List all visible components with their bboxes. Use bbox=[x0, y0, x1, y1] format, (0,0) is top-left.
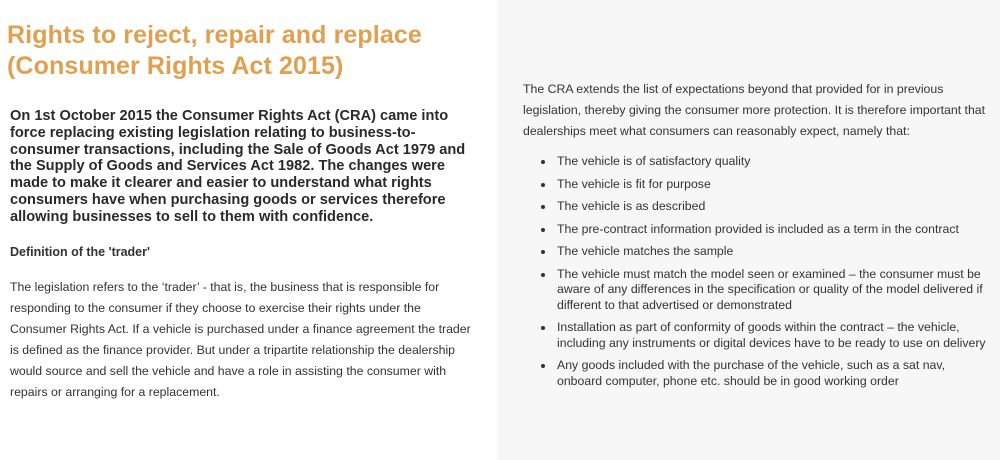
lead-paragraph: On 1st October 2015 the Consumer Rights Act (CRA) came into force replacing existing legislation relating to business-to-consumer transactions, including the Sale of Goods Act 1979 and the Supply of Goods and Services Act 1982. The changes were made to make it clearer and easier to understand what rights consumers have when purchasing goods or services therefore allowing businesses to sell to them with confidence. bbox=[10, 108, 466, 225]
list-item: • The vehicle is of satisfactory quality bbox=[555, 154, 986, 170]
intro-paragraph: The CRA extends the list of expectations beyond that provided for in previous legislation, thereby giving the consumer more protection. It is therefore important that dealerships meet what consumers can reasonably expect, namely that: bbox=[523, 82, 986, 138]
list-item: • Any goods included with the purchase of the vehicle, such as a sat nav, onboard computer, phone etc. should be in good working order bbox=[555, 358, 986, 389]
page-title bbox=[7, 20, 477, 82]
left-column bbox=[0, 0, 497, 460]
list-item: • The vehicle is fit for purpose bbox=[555, 177, 986, 193]
list-item: • Installation as part of conformity of goods within the contract – the vehicle, including any instruments or digital devices have to be ready to use on delivery bbox=[555, 320, 986, 351]
trader-definition-paragraph: The legislation refers to the ‘trader’ - that is, the business that is responsible for responding to the consumer if they choose to exercise their rights under the Consumer Rights Act. If a vehicle is purchased under a finance agreement the trader is defined as the finance provider. But under a tripartite relationship the dealership would source and sell the vehicle and have a role in assisting the consumer with repairs or arranging for a replacement. bbox=[10, 279, 471, 399]
list-item: • The vehicle is as described bbox=[555, 199, 986, 215]
page-title-line-2: (Consumer Rights Act 2015) bbox=[7, 52, 344, 80]
list-item: • The vehicle must match the model seen or examined – the consumer must be aware of any differences in the specification or quality of the model delivered if different to that advertised or demonstrated bbox=[555, 267, 986, 314]
expectations-list bbox=[523, 154, 986, 389]
list-item: • The pre-contract information provided is included as a term in the contract bbox=[555, 222, 986, 238]
page-title-line-1: Rights to reject, repair and replace bbox=[7, 21, 422, 49]
right-column bbox=[497, 0, 1000, 460]
list-item: • The vehicle matches the sample bbox=[555, 244, 986, 260]
section-subheading: Definition of the 'trader' bbox=[10, 244, 150, 259]
